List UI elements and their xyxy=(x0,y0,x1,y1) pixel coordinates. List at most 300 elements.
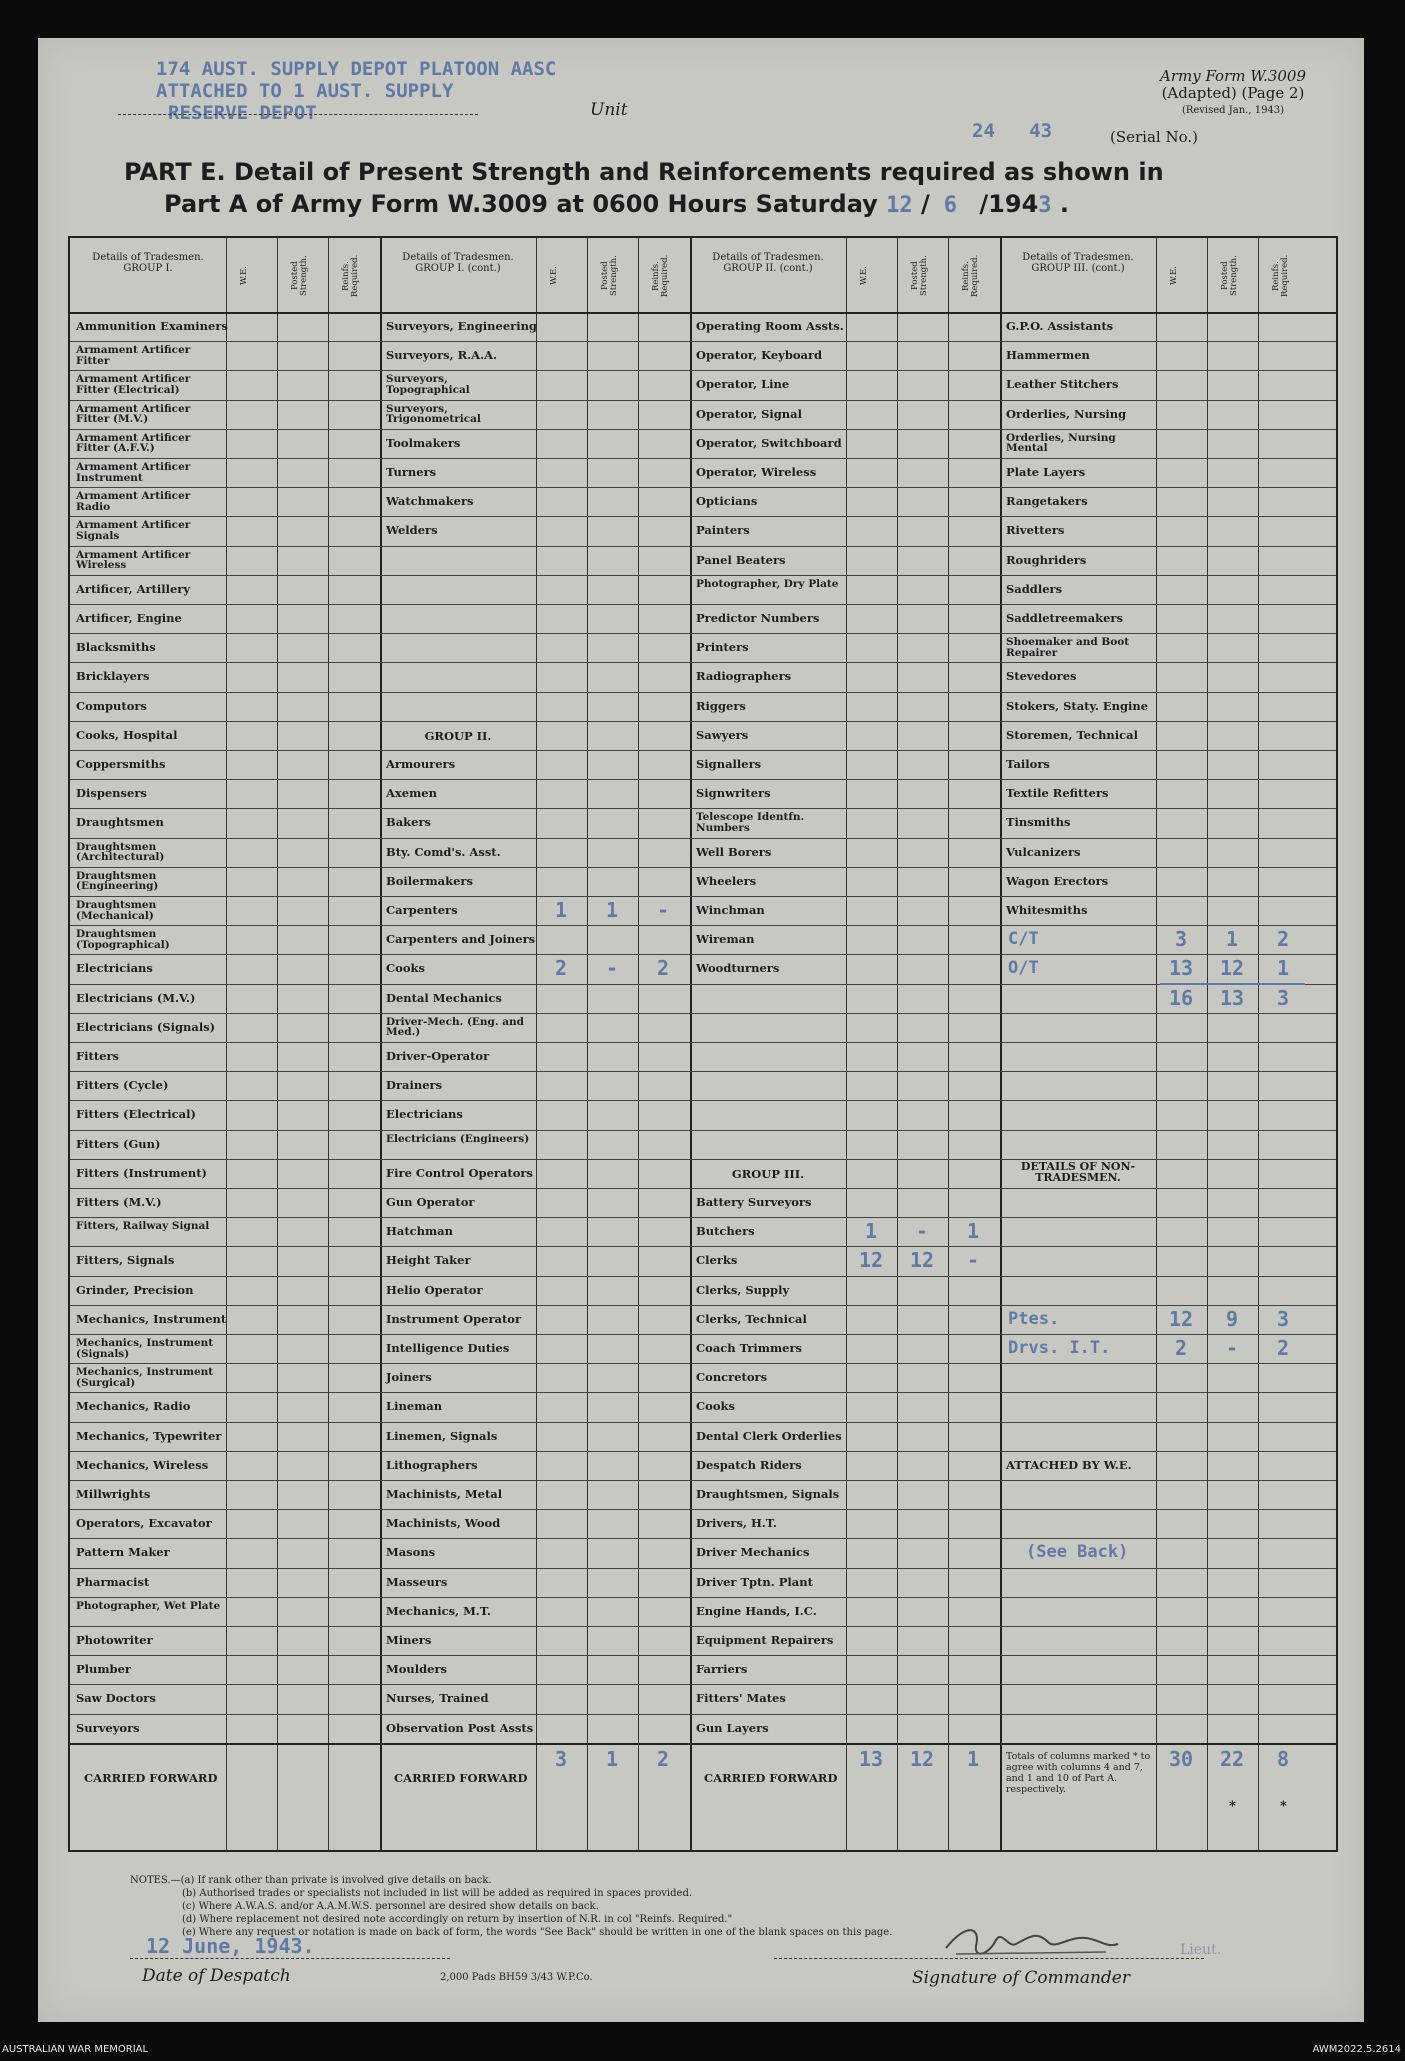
entry-value: 2 xyxy=(1174,1336,1188,1360)
row-divider xyxy=(70,1276,1336,1277)
trade-label: Blacksmiths xyxy=(76,640,156,655)
footer-credit: AUSTRALIAN WAR MEMORIAL xyxy=(2,2044,149,2055)
column-divider xyxy=(948,238,949,1850)
trade-label: Surveyors, Engineering xyxy=(386,319,537,333)
carried-forward-label: CARRIED FORWARD xyxy=(704,1770,838,1785)
trade-label: Operating Room Assts. xyxy=(696,319,844,333)
date-year-prefix: /194 xyxy=(979,190,1039,218)
printer-line: 2,000 Pads BH59 3/43 W.P.Co. xyxy=(440,1972,593,1983)
trade-label: Draughtsmen xyxy=(76,815,164,830)
trade-label: Pharmacist xyxy=(76,1574,150,1589)
column-divider xyxy=(587,238,588,1850)
carried-forward-divider xyxy=(70,1743,1336,1745)
sub-header: Posted Strength. xyxy=(290,255,309,297)
entry-value: 2 xyxy=(554,956,568,981)
form-ref-line-1: Army Form W.3009 xyxy=(1160,67,1306,85)
row-divider xyxy=(70,925,1336,926)
row-divider xyxy=(70,1626,1336,1627)
trade-label: Fitters, Signals xyxy=(76,1253,175,1268)
group-header: Details of Tradesmen. GROUP II. (cont.) xyxy=(712,252,824,274)
row-divider xyxy=(70,1305,1336,1306)
trade-label: Toolmakers xyxy=(386,435,461,450)
trade-label: Fitters xyxy=(76,1049,120,1063)
carried-value: 13 xyxy=(858,1746,884,1771)
despatch-dotted-line xyxy=(130,1958,450,1959)
trade-label: Armament Artificer Fitter (Electrical) xyxy=(76,373,191,396)
trade-label: Draughtsmen (Topographical) xyxy=(76,928,170,951)
note-e: (e) Where any request or notation is made on back of form, the words "See Back" should be written in one of the blank spaces on this page. xyxy=(182,1927,893,1938)
totals-note: Totals of columns marked * to agree with columns 4 and 7, and 1 and 10 of Part A. respectively. xyxy=(1006,1750,1151,1795)
sub-header: Reinfs. Required. xyxy=(341,254,360,298)
carried-value: 2 xyxy=(656,1746,670,1771)
trade-label: Rangetakers xyxy=(1006,494,1088,509)
column-divider xyxy=(226,238,227,1850)
sub-header: W.E. xyxy=(239,266,249,286)
trade-label: Operators, Excavator xyxy=(76,1516,212,1531)
trade-label: Leather Stitchers xyxy=(1006,377,1119,392)
trade-label: Wireman xyxy=(696,932,755,947)
row-divider xyxy=(70,1130,1336,1131)
row-divider xyxy=(70,808,1336,809)
sub-header: Reinfs. Required. xyxy=(651,254,670,298)
date-year-suffix: 3 xyxy=(1038,193,1052,218)
trade-label: Fitters (Cycle) xyxy=(76,1078,169,1093)
entry-value: 1 xyxy=(864,1219,878,1244)
title-end: . xyxy=(1059,190,1070,218)
trade-label: Plate Layers xyxy=(1006,465,1086,479)
row-divider xyxy=(70,1159,1336,1160)
sub-header: Posted Strength. xyxy=(600,255,619,297)
trade-label: Helio Operator xyxy=(386,1282,483,1297)
trade-label: Vulcanizers xyxy=(1006,844,1081,859)
trade-label: Boilermakers xyxy=(386,873,473,888)
trade-label: Gun Layers xyxy=(696,1720,769,1735)
row-divider xyxy=(70,838,1336,839)
group-header: Details of Tradesmen. GROUP I. xyxy=(92,252,204,274)
trade-label: Millwrights xyxy=(76,1487,151,1501)
trade-label: Bakers xyxy=(386,815,431,830)
serial-number-typed: 24 43 xyxy=(972,120,1053,142)
row-divider xyxy=(70,487,1336,488)
trade-label: Armament Artificer Radio xyxy=(76,490,191,513)
trade-label: Radiographers xyxy=(696,669,792,684)
group-divider xyxy=(690,238,692,1850)
entry-value: - xyxy=(1225,1336,1239,1360)
trade-label: Telescope Identfn. Numbers xyxy=(696,811,805,834)
row-divider xyxy=(70,1071,1336,1072)
signature-rank: Lieut. xyxy=(1180,1942,1222,1958)
carried-forward-label: CARRIED FORWARD xyxy=(84,1770,218,1785)
typed-label: Ptes. xyxy=(1008,1308,1060,1329)
trade-label: Woodturners xyxy=(696,961,780,976)
trade-label: Coppersmiths xyxy=(76,757,166,771)
group-label: GROUP III. xyxy=(731,1166,805,1181)
trade-label: Operator, Keyboard xyxy=(696,348,823,363)
note-c: (c) Where A.W.A.S. and/or A.A.M.W.S. personnel are desired show details on back. xyxy=(182,1901,599,1912)
trade-label: Despatch Riders xyxy=(696,1457,802,1472)
trade-label: Well Borers xyxy=(696,844,772,859)
entry-value: - xyxy=(966,1248,980,1273)
row-divider xyxy=(70,370,1336,371)
trade-label: Intelligence Duties xyxy=(386,1341,510,1355)
trade-label: Fitters' Mates xyxy=(696,1691,786,1706)
row-divider xyxy=(70,1480,1336,1481)
tradesmen-table xyxy=(68,236,1338,1852)
trade-label: Storemen, Technical xyxy=(1006,727,1138,742)
row-divider xyxy=(70,1597,1336,1598)
trade-label: Fitters, Railway Signal xyxy=(76,1220,210,1233)
trade-label: Joiners xyxy=(386,1370,432,1385)
trade-label: Clerks, Technical xyxy=(696,1311,807,1326)
trade-label: Masseurs xyxy=(386,1574,448,1589)
trade-label: Observation Post Assts xyxy=(386,1720,534,1735)
entry-value: 13 xyxy=(1168,956,1194,981)
trade-label: Dental Clerk Orderlies xyxy=(696,1428,842,1443)
trade-label: Tinsmiths xyxy=(1006,815,1071,830)
signature-dotted-line xyxy=(774,1958,1204,1959)
unit-dotted-line xyxy=(118,114,478,115)
trade-label: Mechanics, Typewriter xyxy=(76,1428,222,1443)
footer-accession: AWM2022.5.2614 xyxy=(1312,2044,1401,2055)
row-divider xyxy=(70,604,1336,605)
column-divider xyxy=(277,238,278,1850)
trade-label: Surveyors xyxy=(76,1720,140,1735)
trade-label: Operator, Signal xyxy=(696,406,802,421)
trade-label: Electricians (Signals) xyxy=(76,1019,216,1034)
trade-label: Predictor Numbers xyxy=(696,611,820,625)
trade-label: Wheelers xyxy=(696,873,757,888)
trade-label: Operator, Wireless xyxy=(696,465,817,479)
trade-label: Ammunition Examiners xyxy=(76,319,228,333)
trade-label: Roughriders xyxy=(1006,552,1087,567)
column-divider xyxy=(897,238,898,1850)
trade-label: Watchmakers xyxy=(386,494,474,509)
typed-label: C/T xyxy=(1008,929,1039,950)
trade-label: Hammermen xyxy=(1006,348,1090,363)
trade-label: Instrument Operator xyxy=(386,1311,522,1326)
entry-value: 2 xyxy=(1276,1336,1290,1360)
carried-value: 1 xyxy=(605,1746,619,1771)
row-divider xyxy=(70,1422,1336,1423)
row-divider xyxy=(70,1334,1336,1335)
trade-label: Fitters (M.V.) xyxy=(76,1195,162,1209)
trade-label: Gun Operator xyxy=(386,1195,475,1209)
trade-label: Whitesmiths xyxy=(1006,903,1088,917)
carried-value: 22 xyxy=(1219,1746,1245,1771)
serial-label: (Serial No.) xyxy=(1110,128,1198,146)
sub-header: Reinfs. Required. xyxy=(1271,254,1290,298)
trade-label: Draughtsmen, Signals xyxy=(696,1487,840,1501)
column-divider xyxy=(846,238,847,1850)
trade-label: Mechanics, Instrument (Signals) xyxy=(76,1337,214,1360)
row-divider xyxy=(70,633,1336,634)
note-a: NOTES.—(a) If rank other than private is involved give details on back. xyxy=(130,1875,492,1886)
trade-label: Concretors xyxy=(696,1370,768,1385)
entry-value: 2 xyxy=(1276,927,1290,952)
trade-label: Sawyers xyxy=(696,727,749,742)
trade-label: Artificer, Engine xyxy=(76,611,182,625)
row-divider xyxy=(70,400,1336,401)
row-divider xyxy=(70,721,1336,722)
entry-value: 9 xyxy=(1225,1306,1239,1331)
group-divider xyxy=(380,238,382,1850)
trade-label: Winchman xyxy=(696,903,765,917)
trade-label: Mechanics, Instrument (Surgical) xyxy=(76,1366,214,1389)
note-d: (d) Where replacement not desired note accordingly on return by insertion of N.R. in col "Reinfs. Required." xyxy=(182,1914,733,1925)
trade-label: Armourers xyxy=(386,757,456,771)
trade-label: Mechanics, Radio xyxy=(76,1399,191,1414)
row-divider xyxy=(70,1451,1336,1452)
entry-value: 3 xyxy=(1174,927,1188,952)
trade-label: Saw Doctors xyxy=(76,1691,156,1706)
trade-label: Clerks, Supply xyxy=(696,1282,790,1297)
trade-label: Miners xyxy=(386,1633,432,1647)
trade-label: Moulders xyxy=(386,1662,448,1677)
trade-label: Machinists, Wood xyxy=(386,1516,501,1531)
trade-label: Textile Refitters xyxy=(1006,786,1109,801)
trade-label: Fitters (Electrical) xyxy=(76,1107,196,1122)
unit-label: Unit xyxy=(590,100,628,120)
trade-label: Driver Mechanics xyxy=(696,1545,810,1560)
column-divider xyxy=(1207,238,1208,1850)
row-divider xyxy=(70,867,1336,868)
trade-label: Panel Beaters xyxy=(696,552,786,567)
row-divider xyxy=(70,1392,1336,1393)
sub-header: Posted Strength. xyxy=(910,255,929,297)
trade-label: Saddletreemakers xyxy=(1006,611,1123,625)
column-divider xyxy=(638,238,639,1850)
column-divider xyxy=(1156,238,1157,1850)
entry-value: 1 xyxy=(605,898,619,922)
trade-label: Electricians xyxy=(386,1107,463,1122)
trade-label: Armament Artificer Fitter (A.F.V.) xyxy=(76,431,191,455)
row-divider xyxy=(70,954,1336,955)
trade-label: Engine Hands, I.C. xyxy=(696,1603,817,1618)
trade-label: Artificer, Artillery xyxy=(76,581,191,596)
row-divider xyxy=(70,1100,1336,1101)
trade-label: Electricians xyxy=(76,961,153,976)
row-divider xyxy=(70,750,1336,751)
group-label: DETAILS OF NON-TRADESMEN. xyxy=(1020,1159,1136,1184)
header-divider xyxy=(70,312,1336,314)
trade-label: Photowriter xyxy=(76,1633,153,1647)
trade-label: Signallers xyxy=(696,757,762,771)
form-ref-line-2: (Adapted) (Page 2) xyxy=(1161,84,1305,102)
row-divider xyxy=(70,458,1336,459)
title-line-2-text: Part A of Army Form W.3009 at 0600 Hours Saturday xyxy=(164,190,878,218)
trade-label: Opticians xyxy=(696,494,758,509)
trade-label: Pattern Maker xyxy=(76,1545,170,1560)
trade-label: G.P.O. Assistants xyxy=(1006,319,1114,333)
unit-typed-line-3: RESERVE DEPOT xyxy=(168,102,317,124)
row-divider xyxy=(70,779,1336,780)
trade-label: Riggers xyxy=(696,698,746,713)
date-month: 6 xyxy=(943,193,958,218)
entry-value: 12 xyxy=(1219,956,1245,981)
trade-label: Fitters (Instrument) xyxy=(76,1165,207,1180)
trade-label: Surveyors, R.A.A. xyxy=(386,348,498,363)
row-divider xyxy=(70,341,1336,342)
trade-label: Mechanics, M.T. xyxy=(386,1603,491,1618)
row-divider xyxy=(70,1188,1336,1189)
trade-label: Nurses, Trained xyxy=(386,1691,489,1706)
title-line-1: PART E. Detail of Present Strength and Reinforcements required as shown in xyxy=(124,158,1164,186)
trade-label: Armament Artificer Fitter (M.V.) xyxy=(76,402,191,426)
trade-label: Surveyors, Topographical xyxy=(386,373,470,396)
trade-label: Stokers, Staty. Engine xyxy=(1006,698,1149,713)
column-divider xyxy=(536,238,537,1850)
trade-label: Operator, Switchboard xyxy=(696,435,842,450)
entry-value: - xyxy=(605,956,619,981)
carried-value: 30 xyxy=(1168,1746,1194,1771)
trade-label: Cooks, Hospital xyxy=(76,727,178,742)
trade-label: Saddlers xyxy=(1006,581,1063,596)
trade-label: Dental Mechanics xyxy=(386,990,502,1005)
trade-label: Equipment Repairers xyxy=(696,1633,834,1647)
trade-label: Driver-Operator xyxy=(386,1049,490,1063)
carried-value: 1 xyxy=(966,1746,980,1771)
asterisk-mark: * xyxy=(1280,1798,1287,1814)
trade-label: Armament Artificer Fitter xyxy=(76,344,191,367)
trade-label: Coach Trimmers xyxy=(696,1341,802,1355)
entry-value: 12 xyxy=(909,1248,935,1273)
column-divider xyxy=(1258,238,1259,1850)
trade-label: Draughtsmen (Architectural) xyxy=(76,840,165,864)
row-divider xyxy=(70,1246,1336,1247)
row-divider xyxy=(70,1538,1336,1539)
signature-label: Signature of Commander xyxy=(912,1968,1130,1988)
unit-typed-line-1: 174 AUST. SUPPLY DEPOT PLATOON AASC xyxy=(156,58,557,80)
trade-label: Draughtsmen (Mechanical) xyxy=(76,899,157,922)
row-divider xyxy=(70,1363,1336,1364)
trade-label: Painters xyxy=(696,523,750,538)
row-divider xyxy=(70,1509,1336,1510)
trade-label: Plumber xyxy=(76,1662,131,1677)
unit-typed-line-2: ATTACHED TO 1 AUST. SUPPLY xyxy=(156,80,454,102)
date-slash: / xyxy=(921,190,930,218)
group-label: GROUP II. xyxy=(424,728,492,743)
entry-value: 1 xyxy=(1225,927,1239,952)
trade-label: Dispensers xyxy=(76,786,147,801)
trade-label: Battery Surveyors xyxy=(696,1195,812,1209)
carried-value: 3 xyxy=(554,1746,568,1771)
trade-label: Clerks xyxy=(696,1253,738,1268)
trade-label: Machinists, Metal xyxy=(386,1487,503,1501)
subtotal-underline xyxy=(1160,983,1305,985)
title-line-2 xyxy=(124,188,1274,222)
trade-label: Armament Artificer Instrument xyxy=(76,461,191,484)
row-divider xyxy=(70,1655,1336,1656)
row-divider xyxy=(70,984,1336,985)
entry-value: 1 xyxy=(1276,956,1290,981)
trade-label: Fitters (Gun) xyxy=(76,1136,161,1151)
trade-label: Draughtsmen (Engineering) xyxy=(76,869,159,893)
asterisk-mark: * xyxy=(1229,1798,1236,1814)
despatch-date-typed: 12 June, 1943. xyxy=(146,1934,315,1958)
trade-label: Rivetters xyxy=(1006,523,1065,538)
sub-header: W.E. xyxy=(859,266,869,286)
trade-label: Farriers xyxy=(696,1662,748,1677)
row-divider xyxy=(70,516,1336,517)
entry-value: 12 xyxy=(858,1248,884,1273)
group-header: Details of Tradesmen. GROUP I. (cont.) xyxy=(402,252,514,274)
row-divider xyxy=(70,896,1336,897)
entry-value: 1 xyxy=(966,1219,980,1244)
sub-header: Reinfs. Required. xyxy=(961,254,980,298)
carried-value: 12 xyxy=(909,1746,935,1771)
trade-label: Orderlies, Nursing Mental xyxy=(1006,431,1116,455)
row-divider xyxy=(70,575,1336,576)
trade-label: ATTACHED BY W.E. xyxy=(1006,1457,1132,1472)
trade-label: Computors xyxy=(76,698,147,713)
trade-label: Electricians (M.V.) xyxy=(76,990,196,1005)
sub-header: Posted Strength. xyxy=(1220,255,1239,297)
trade-label: Tailors xyxy=(1006,757,1050,771)
date-day: 12 xyxy=(886,193,913,218)
trade-label: Axemen xyxy=(386,786,437,801)
trade-label: Stevedores xyxy=(1006,669,1077,684)
trade-label: Wagon Erectors xyxy=(1006,873,1109,888)
carried-forward-label: CARRIED FORWARD xyxy=(394,1770,528,1785)
trade-label: Linemen, Signals xyxy=(386,1428,498,1443)
trade-label: Lithographers xyxy=(386,1457,478,1472)
group-header: Details of Tradesmen. GROUP III. (cont.) xyxy=(1022,252,1134,274)
trade-label: Turners xyxy=(386,465,437,479)
row-divider xyxy=(70,1042,1336,1043)
row-divider xyxy=(70,1217,1336,1218)
trade-label: Driver Tptn. Plant xyxy=(696,1574,813,1589)
typed-label: O/T xyxy=(1008,958,1039,979)
trade-label: Carpenters and Joiners xyxy=(386,932,536,947)
trade-label: Lineman xyxy=(386,1399,443,1414)
trade-label: Signwriters xyxy=(696,786,771,801)
typed-label: Drvs. I.T. xyxy=(1008,1338,1111,1358)
typed-label: (See Back) xyxy=(1026,1542,1129,1563)
trade-label: Mechanics, Wireless xyxy=(76,1457,209,1472)
page-title xyxy=(124,156,1274,222)
carried-value: 8 xyxy=(1276,1746,1290,1771)
sub-header: W.E. xyxy=(549,266,559,286)
trade-label: Bricklayers xyxy=(76,669,150,684)
trade-label: Height Taker xyxy=(386,1253,471,1268)
entry-value: 12 xyxy=(1168,1306,1194,1331)
trade-label: Fire Control Operators xyxy=(386,1165,533,1180)
entry-value: 2 xyxy=(656,956,670,981)
row-divider xyxy=(70,1684,1336,1685)
trade-label: Electricians (Engineers) xyxy=(386,1132,530,1145)
trade-label: Driver-Mech. (Eng. and Med.) xyxy=(386,1015,524,1039)
group-divider xyxy=(1000,238,1002,1850)
row-divider xyxy=(70,692,1336,693)
trade-label: Surveyors, Trigonometrical xyxy=(386,402,481,426)
row-divider xyxy=(70,429,1336,430)
note-b: (b) Authorised trades or specialists not included in list will be added as required in spaces provided. xyxy=(182,1888,693,1899)
entry-value: 3 xyxy=(1276,1306,1290,1331)
trade-label: Welders xyxy=(386,523,438,538)
entry-value: - xyxy=(915,1219,929,1244)
entry-value: 13 xyxy=(1219,985,1245,1010)
entry-value: 3 xyxy=(1276,985,1290,1010)
trade-label: Drainers xyxy=(386,1078,443,1093)
row-divider xyxy=(70,1568,1336,1569)
trade-label: Printers xyxy=(696,640,749,655)
trade-label: Grinder, Precision xyxy=(76,1282,194,1297)
entry-value: - xyxy=(656,898,670,922)
form-page xyxy=(38,38,1364,2022)
trade-label: Hatchman xyxy=(386,1224,453,1239)
trade-label: Drivers, H.T. xyxy=(696,1516,777,1531)
row-divider xyxy=(70,1714,1336,1715)
